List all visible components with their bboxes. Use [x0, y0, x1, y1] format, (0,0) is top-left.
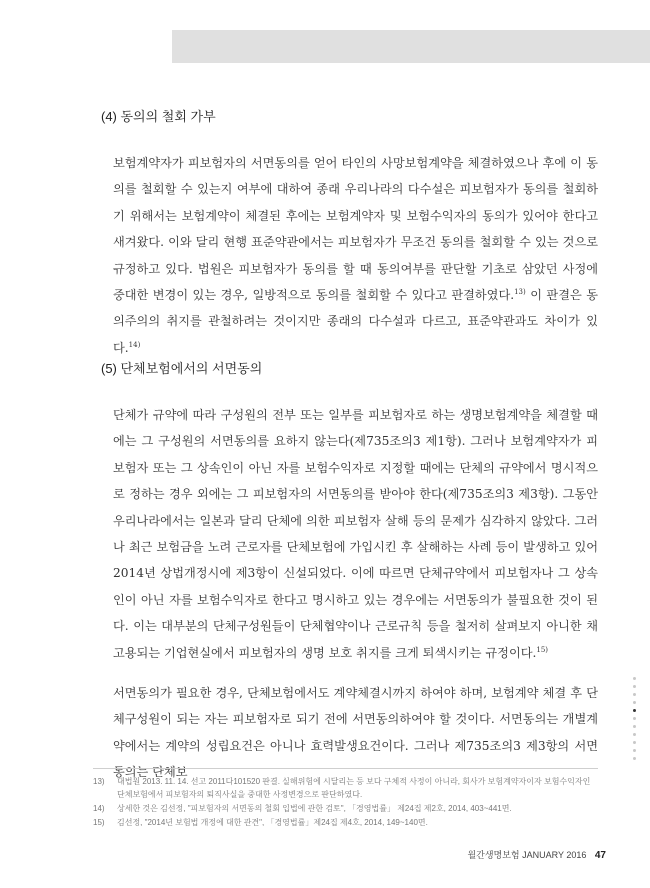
- publication-name: 월간생명보험: [467, 850, 520, 860]
- footnote-number: 15): [93, 818, 105, 827]
- page-dot: [633, 701, 636, 704]
- paragraph-consent-withdrawal: [93, 150, 598, 361]
- footnote-number: 14): [93, 804, 105, 813]
- page-dot: [633, 685, 636, 688]
- footnotes: [93, 768, 598, 830]
- page-dot: [633, 677, 636, 680]
- footnote-text: 상세한 것은 김선정, "피보험자의 서면동의 철회 입법에 관한 검토", 「경영법률」 제24집 제2호, 2014, 403~441면.: [117, 804, 512, 813]
- paragraph-group-insurance: [93, 402, 598, 666]
- footnote-item: [93, 775, 598, 801]
- page-dot: [633, 725, 636, 728]
- footnote-ref-13: 13): [514, 287, 526, 296]
- footnote-text: 김선정, "2014년 보험법 개정에 대한 관견", 「경영법률」제24집 제4호, 2014, 149~140면.: [117, 818, 428, 827]
- page-dot: [633, 717, 636, 720]
- page-number: 47: [594, 850, 606, 861]
- header-bar: [172, 30, 650, 63]
- paragraph-text: 보험계약자가 피보험자의 서면동의를 얻어 타인의 사망보험계약을 체결하였으나 후에 이 동의를 철회할 수 있는지 여부에 대하여 종래 우리나라의 다수설은 피보험자가 동의를 철회하기 위해서는 보험계약이 체결된 후에는 보험계약자 및 보험수익자의 동의가 있어야 한다고 새겨왔다. 이와 달리 현행 표준약관에서는 피보험자가 무조건 동의를 철회할 수 있는 것으로 규정하고 있다. 법원은 피보험자가 동의를 할 때 동의여부를 판단할 기초로 삼았던 사정에 중대한 변경이 있는 경우, 일방적으로 동의를 철회할 수 있다고 판결하였다.: [113, 156, 598, 303]
- section-heading-4: (4) 동의의 철회 가부: [101, 109, 216, 124]
- page-dot: [633, 757, 636, 760]
- page-dot: [633, 693, 636, 696]
- page-footer: [467, 848, 606, 861]
- paragraph-text: 이 판결은 동의주의의 취지를 관철하려는 것이지만 종래의 다수설과 다르고, 표준약관과도 차이가 있다.: [113, 288, 598, 355]
- page-dot-active: [633, 709, 636, 712]
- footnote-item: [93, 816, 598, 829]
- issue-date: JANUARY 2016: [522, 850, 587, 860]
- page-indicator: [633, 677, 639, 765]
- footnote-item: [93, 802, 598, 815]
- footnote-ref-15: 15): [536, 645, 549, 654]
- page-dot: [633, 741, 636, 744]
- page-dot: [633, 733, 636, 736]
- footnote-text: 대법원 2013. 11. 14. 선고 2011다101520 판결. 실해위험에 시달리는 등 보다 구체적 사정이 아니라, 회사가 보험계약자이자 보험수익자인 단체보험에서 피보험자의 퇴직사실을 중대한 사정변경으로 판단하였다.: [117, 777, 591, 799]
- paragraph-text: 서면동의가 필요한 경우, 단체보험에서도 계약체결시까지 하여야 하며, 보험계약 체결 후 단체구성원이 되는 자는 피보험자로 되기 전에 서면동의하여야 할 것이다. 서면동의는 개별계약에서는 계약의 성립요건은 아니나 효력발생요건이다. 그러나 제735조의3 제3항의 서면동의는 단체보: [113, 686, 598, 780]
- paragraph-text: 단체가 규약에 따라 구성원의 전부 또는 일부를 피보험자로 하는 생명보험계약을 체결할 때에는 그 구성원의 서면동의를 요하지 않는다(제735조의3 제1항). 그러나 보험계약자가 피보험자 또는 그 상속인이 아닌 자를 보험수익자로 지정할 때에는 단체의 규약에서 명시적으로 정하는 경우 외에는 그 피보험자의 서면동의를 받아야 한다(제735조의3 제3항). 그동안 우리나라에서는 일본과 달리 단체에 의한 피보험자 살해 등의 문제가 심각하지 않았다. 그러나 최근 보험금을 노려 근로자를 단체보험에 가입시킨 후 살해하는 사례 등이 발생하고 있어 2014년 상법개정시에 제3항이 신설되었다. 이에 따르면 단체규약에서 피보험자나 그 상속인이 아닌 자를 보험수익자로 한다고 명시하고 있는 경우에는 서면동의가 불필요한 것이 된다. 이는 대부분의 단체구성원들이 단체협약이나 근로규칙 등을 철저히 살펴보지 아니한 채 고용되는 기업현실에서 피보험자의 생명 보호 취지를 크게 퇴색시키는 규정이다.: [113, 408, 598, 660]
- page-dot: [633, 749, 636, 752]
- footnote-ref-14: 14): [128, 340, 141, 349]
- footnote-number: 13): [93, 777, 105, 786]
- section-heading-5: (5) 단체보험에서의 서면동의: [101, 361, 263, 376]
